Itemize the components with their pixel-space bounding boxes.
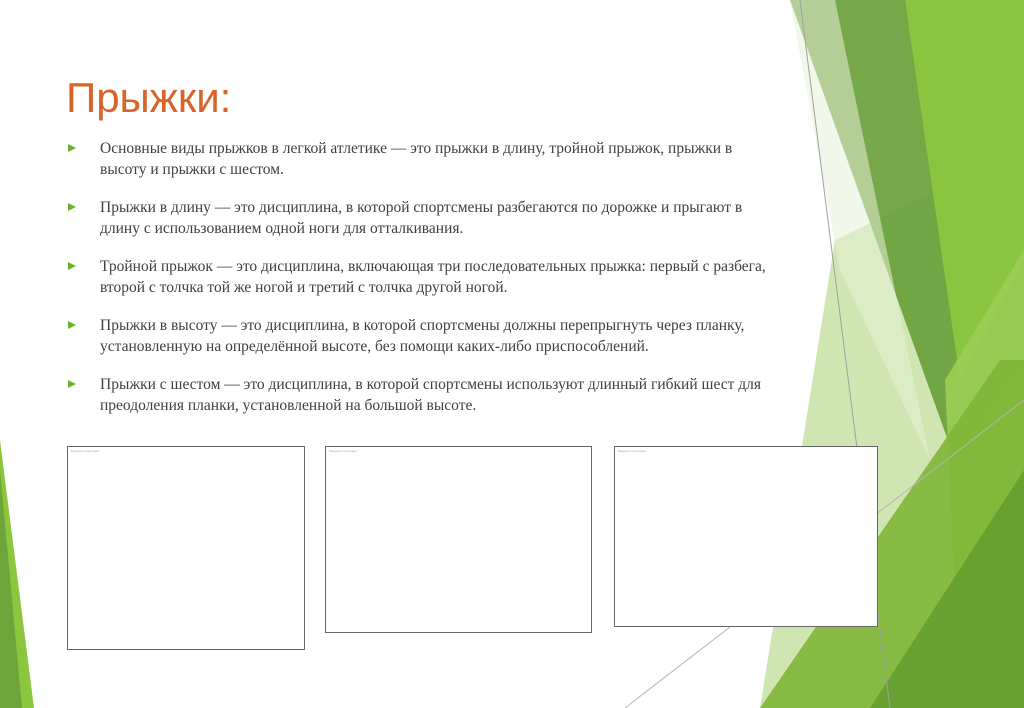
- image-placeholder-2: [325, 446, 592, 633]
- placeholder-label: Рисунок отсутствует: [71, 449, 100, 453]
- bullet-item: [66, 315, 778, 357]
- placeholder-label: Рисунок отсутствует: [329, 449, 358, 453]
- triangle-right-icon: [68, 144, 76, 152]
- triangle-right-icon: [68, 262, 76, 270]
- bullet-text: Основные виды прыжков в легкой атлетике — это прыжки в длину, тройной прыжок, прыжки в высоту и прыжки с шестом.: [100, 140, 733, 178]
- bullet-item: [66, 197, 778, 239]
- bullet-text: Прыжки в длину — это дисциплина, в которой спортсмены разбегаются по дорожке и прыгают в длину с использованием одной ноги для отталкивания.: [100, 199, 743, 237]
- bullet-text: Тройной прыжок — это дисциплина, включающая три последовательных прыжка: первый с разбега, второй с толчка той же ногой и третий с толчка другой ногой.: [100, 258, 766, 296]
- bullet-item: [66, 256, 778, 298]
- bullet-item: [66, 138, 778, 180]
- triangle-right-icon: [68, 203, 76, 211]
- placeholder-label: Рисунок отсутствует: [618, 449, 647, 453]
- bullet-text: Прыжки с шестом — это дисциплина, в которой спортсмены используют длинный гибкий шест для преодоления планки, установленной на большой высоте.: [100, 376, 761, 414]
- triangle-right-icon: [68, 321, 76, 329]
- bullet-item: [66, 374, 778, 416]
- slide-title: Прыжки:: [66, 74, 232, 121]
- image-placeholder-1: [67, 446, 305, 650]
- bullet-text: Прыжки в высоту — это дисциплина, в которой спортсмены должны перепрыгнуть через планку, установленную на определённой высоте, без помощи каких-либо приспособлений.: [100, 317, 745, 355]
- image-placeholder-3: [614, 446, 878, 627]
- bullet-list: [66, 138, 778, 433]
- triangle-right-icon: [68, 380, 76, 388]
